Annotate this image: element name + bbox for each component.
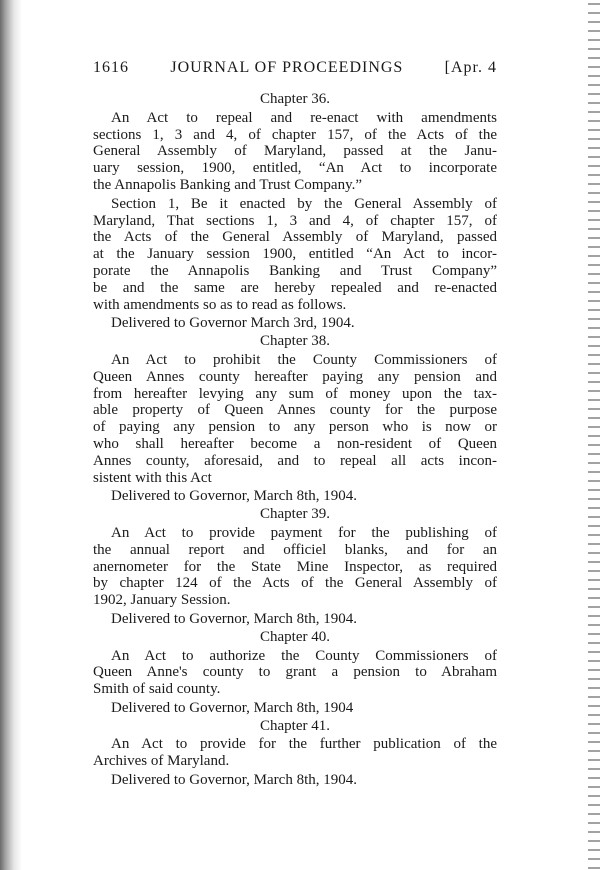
delivery-note	[93, 611, 497, 628]
paragraph	[93, 352, 497, 486]
paragraph	[93, 525, 497, 609]
text-line: sistent with this Act	[93, 469, 212, 486]
page-number: 1616	[93, 59, 129, 76]
text-line: at the January session 1900, entitled “An Act to incor-	[93, 246, 497, 263]
text-line: Delivered to Governor, March 8th, 1904.	[111, 488, 357, 505]
text-line: who shall hereafter become a non-resident of Queen	[93, 435, 497, 452]
text-line: uary session, 1900, entitled, “An Act to incorporate	[93, 160, 497, 177]
text-line: An Act to provide for the further publication of the	[111, 736, 497, 753]
text-line: An Act to repeal and re-enact with amendments	[111, 109, 497, 126]
text-line: Delivered to Governor, March 8th, 1904.	[111, 772, 357, 789]
paragraph	[93, 196, 497, 314]
text-line: be and the same are hereby repealed and re-enacted	[93, 279, 497, 296]
text-line: the Acts of the General Assembly of Maryland, passed	[93, 229, 497, 246]
text-line: Chapter 41.	[260, 717, 330, 734]
text-line: with amendments so as to read as follows.	[93, 296, 347, 313]
text-line: Chapter 36.	[260, 91, 330, 107]
chapter-heading	[93, 91, 497, 108]
text-line: able property of Queen Annes county for the purpose	[93, 402, 497, 419]
chapter-heading	[93, 718, 497, 735]
delivery-note	[93, 772, 497, 789]
chapter-heading	[93, 333, 497, 350]
paragraph	[93, 110, 497, 194]
text-line: sections 1, 3 and 4, of chapter 157, of the Acts of the	[93, 126, 497, 143]
journal-title: JOURNAL OF PROCEEDINGS	[170, 59, 404, 76]
delivery-note	[93, 700, 497, 717]
text-line: General Assembly of Maryland, passed at the Janu-	[93, 143, 497, 160]
text-line: Annes county, aforesaid, and to repeal all acts incon-	[93, 452, 497, 469]
text-line: Chapter 40.	[260, 628, 330, 645]
text-line: Section 1, Be it enacted by the General Assembly of	[111, 195, 497, 212]
text-line: Maryland, That sections 1, 3 and 4, of chapter 157, of	[93, 212, 497, 229]
text-line: Smith of said county.	[93, 681, 221, 698]
delivery-note	[93, 315, 497, 332]
document-page	[93, 58, 497, 789]
chapter-heading	[93, 506, 497, 523]
scan-edge-right	[588, 0, 600, 870]
text-line: Queen Anne's county to grant a pension to Abraham	[93, 664, 497, 681]
document-body	[93, 91, 497, 789]
text-line: the Annapolis Banking and Trust Company.”	[93, 176, 363, 193]
text-line: Chapter 39.	[260, 506, 330, 523]
text-line: Delivered to Governor, March 8th, 1904	[111, 699, 354, 716]
text-line: 1902, January Session.	[93, 592, 231, 609]
text-line: Archives of Maryland.	[93, 753, 230, 770]
chapter-heading	[93, 629, 497, 646]
text-line: An Act to provide payment for the publishing of	[111, 524, 497, 541]
text-line: An Act to authorize the County Commissioners of	[111, 647, 497, 664]
running-header	[93, 58, 497, 78]
paragraph	[93, 736, 497, 770]
scan-edge-left	[0, 0, 22, 870]
text-line: from hereafter levying any sum of money upon the tax-	[93, 385, 497, 402]
text-line: of paying any pension to any person who is now or	[93, 419, 497, 436]
text-line: Delivered to Governor March 3rd, 1904.	[111, 315, 355, 332]
text-line: by chapter 124 of the Acts of the General Assembly of	[93, 575, 497, 592]
paragraph	[93, 648, 497, 698]
text-line: Chapter 38.	[260, 333, 330, 350]
text-line: anernometer for the State Mine Inspector, as required	[93, 558, 497, 575]
text-line: An Act to prohibit the County Commissioners of	[111, 351, 497, 368]
text-line: porate the Annapolis Banking and Trust Company”	[93, 262, 497, 279]
delivery-note	[93, 488, 497, 505]
text-line: Queen Annes county hereafter paying any pension and	[93, 368, 497, 385]
text-line: the annual report and officiel blanks, and for an	[93, 541, 497, 558]
text-line: Delivered to Governor, March 8th, 1904.	[111, 610, 357, 627]
header-date: [Apr. 4	[444, 59, 497, 76]
